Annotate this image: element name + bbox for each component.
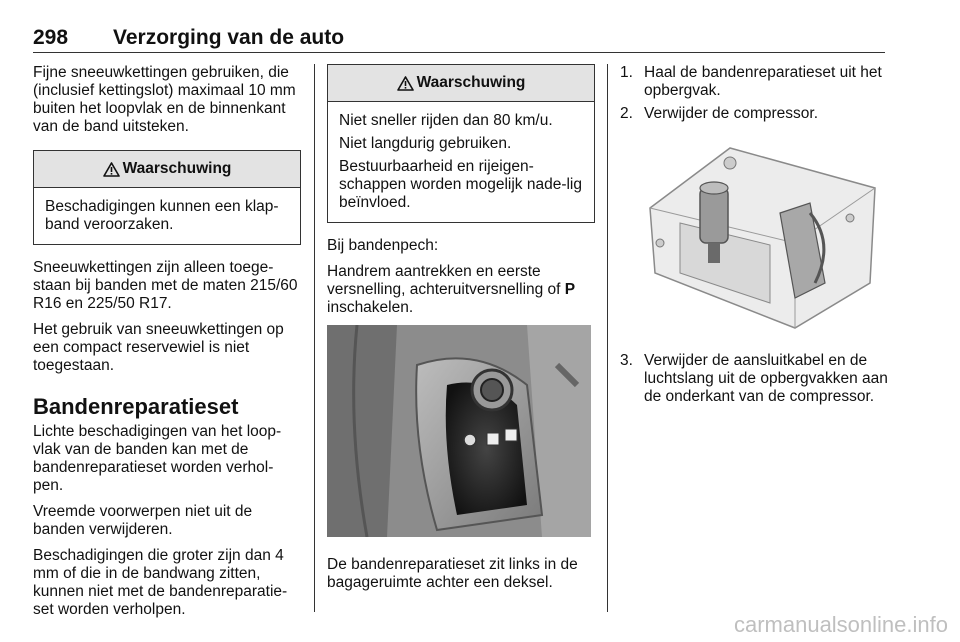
step-text: Haal de bandenreparatieset uit het opbergvak.: [644, 64, 882, 99]
page-header: [33, 26, 885, 53]
step-number: 3.: [620, 352, 633, 369]
list-item: [620, 64, 888, 100]
paragraph: Beschadigingen die groter zijn dan 4 mm of die in de bandwang zitten, kunnen niet met de bandenreparatie-set worden verholpen.: [33, 547, 288, 618]
warning-header: [34, 151, 300, 188]
trunk-illustration: [327, 325, 591, 537]
list-item: [620, 352, 888, 406]
paragraph: Lichte beschadigingen van het loop-vlak van de banden kan met de bandenreparatieset worden verhol-pen.: [33, 423, 282, 494]
warning-box: [33, 150, 301, 245]
paragraph-text: inschakelen.: [327, 299, 414, 316]
watermark: carmanualsonline.info: [733, 612, 948, 637]
list-item: [620, 105, 888, 123]
compressor-illustration: [620, 133, 884, 333]
step-number: 1.: [620, 64, 633, 81]
warning-body: [328, 102, 594, 222]
page-title: Verzorging van de auto: [113, 26, 345, 49]
warning-triangle-icon: [103, 162, 120, 177]
warning-title: Waarschuwing: [122, 160, 232, 177]
warning-triangle-icon: [397, 76, 414, 91]
paragraph: Sneeuwkettingen zijn alleen toege-staan bij banden met de maten 215/60 R16 en 225/50 R17.: [33, 259, 298, 312]
paragraph: Het gebruik van sneeuwkettingen op een compact reservewiel is niet toegestaan.: [33, 321, 284, 374]
compressor-figure: [620, 133, 888, 338]
steps-list: [620, 64, 888, 123]
paragraph-text: Handrem aantrekken en eerste versnelling, achteruitversnelling of: [327, 263, 565, 298]
trunk-compartment-figure: [327, 325, 595, 542]
warning-header: [328, 65, 594, 102]
column-divider: [314, 64, 315, 612]
step-text: Verwijder de aansluitkabel en de luchtslang uit de opbergvakken aan de onderkant van de compressor.: [644, 352, 888, 405]
column-divider: [607, 64, 608, 612]
warning-body: [34, 188, 300, 244]
warning-box: [327, 64, 595, 223]
paragraph: Fijne sneeuwkettingen gebruiken, die (inclusief kettingslot) maximaal 10 mm buiten het loopvlak en de binnenkant van de band uitsteken.: [33, 64, 296, 135]
step-number: 2.: [620, 105, 633, 122]
section-title: Bandenreparatieset: [33, 394, 239, 419]
warning-line: Niet langdurig gebruiken.: [339, 135, 512, 152]
paragraph: [327, 263, 595, 317]
warning-line: Bestuurbaarheid en rijeigen-schappen worden mogelijk nade-lig beïnvloed.: [339, 158, 582, 211]
column-right: [620, 64, 888, 411]
column-middle: [327, 64, 595, 600]
page-number: 298: [33, 26, 69, 49]
warning-title: Waarschuwing: [416, 74, 526, 91]
paragraph: Vreemde voorwerpen niet uit de banden verwijderen.: [33, 503, 253, 538]
paragraph: Bij bandenpech:: [327, 237, 439, 254]
step-text: Verwijder de compressor.: [644, 105, 819, 122]
figure-caption: De bandenreparatieset zit links in de bagageruimte achter een deksel.: [327, 556, 578, 591]
gear-p-label: P: [564, 281, 576, 298]
warning-line: Niet sneller rijden dan 80 km/u.: [339, 112, 553, 129]
warning-text: Beschadigingen kunnen een klap-band veroorzaken.: [45, 198, 279, 233]
steps-list: [620, 352, 888, 406]
column-left: [33, 64, 301, 627]
